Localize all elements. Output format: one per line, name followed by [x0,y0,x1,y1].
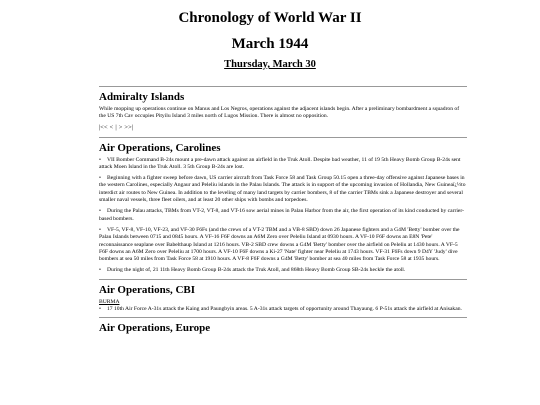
bullet-icon: • [99,267,101,274]
section-paragraph: While mopping up operations continue on Manus and Los Negros, operations against the adjacent islands begin. After a preliminary bombardment a squadron of the US 7th Cav occupies Pityilu Island 3 miles north of Lugos Mission. There is almost no opposition. [99,106,460,120]
section-list [99,157,467,275]
list-item [99,306,467,313]
nav-separator: | [115,123,117,131]
section-heading: Air Operations, Europe [99,322,211,335]
last-link[interactable]: >>| [124,123,133,131]
bullet-icon: • [99,156,101,163]
section-divider [99,317,467,318]
section-air-operations-carolines [99,137,467,275]
date-heading: Thursday, March 30 [224,59,316,70]
section-admiralty-islands [99,86,467,132]
bullet-icon: • [99,305,101,312]
bullet-icon: • [99,175,101,182]
section-divider [99,86,467,87]
list-item-text: Beginning with a fighter sweep before dawn, US carrier aircraft from Task Force 58 and Task Group 50.15 open a three-day offensive against Japanese bases in the western Carolines, especially Angaur and Peleliu islands in the Palau Islands. The attack is in support of the upcoming invasion of Hollandia, New Guineaï¿½to interdict air routes to New Guinea. In addition to the leveling of many land targets by carrier bombers, 8 of the carrier TBMs sink a Japanese destroyer and several smaller naval vessels, three fleet oilers, and at least 20 other ships with bombs and torpedoes. [99,175,466,204]
first-link[interactable]: |<< [99,123,108,131]
section-air-operations-cbi [99,279,467,313]
section-subheading: BURMA [99,298,120,305]
bullet-icon: • [99,208,101,215]
bullet-icon: • [99,226,101,233]
section-nav [99,124,467,132]
list-item [99,208,467,223]
list-item-text: VII Bomber Command B-24s mount a pre-dawn attack against an airfield in the Truk Atoll. Despite bad weather, 11 of 19 5th Heavy Bomb Group B-24s sent attack Moen Island in the Truk Atoll. 3 5th Group B-24s are lost. [99,156,461,170]
section-list [99,306,467,313]
list-item-text: During the night of, 21 11th Heavy Bomb Group B-24s attack the Truk Atoll, and 868th Heavy Bomb Group SB-24s heckle the atoll. [107,267,406,274]
section-divider [99,279,467,280]
section-air-operations-europe [99,317,467,335]
list-item [99,157,467,172]
list-item-text: During the Palau attacks, TBMs from VT-2, VT-8, and VT-16 sow aerial mines in Palau Harbor from the air, the first operation of its kind conducted by carrier-based bombers. [99,208,465,222]
list-item [99,175,467,204]
list-item [99,267,467,274]
section-divider [99,137,467,138]
section-heading: Air Operations, Carolines [99,141,221,154]
month-heading: March 1944 [231,36,309,52]
chronology-content [99,86,467,337]
list-item-text: VF-5, VF-8, VF-10, VF-23, and VF-30 F6Fs (and the crews of a VT-2 TBM and a VB-8 SBD) down 26 Japanese fighters and a G4M 'Betty' bomber over the Palau Islands between 0715 and 0845 hours. A VF-16 F6F downs an A6M Zero over Peleliu Island at 0930 hours. A VF-10 F6F downs an E8N 'Pete' reconnaissance seaplane over Babelthaup Island at 1216 hours. VB-2 SBD crew downs a G4M 'Betty' bomber over the airfield on Peleliu at 1430 hours. A VF-5 F6F downs an A6M Zero over Peleliu at 1700 hours. A VF-10 F6F downs a Ki-27 'Nate' fighter near Peleliu at 1743 hours. VF-31 F6Fs down 9 D4Y 'Judy' dive bombers at sea 50 miles from Task Force 58 at 1910 hours. A VF-8 F6F downs a G4M 'Betty' bomber at sea 40 miles from Task Force 58 at 1935 hours. [99,226,460,263]
list-item [99,227,467,263]
next-link[interactable]: > [118,123,123,131]
list-item-text: 17 10th Air Force A-31s attack the Kaing and Paungbyin areas. 5 A-31s attack targets of opportunity around Thayaung. 6 P-51s attack the airfield at Anisakan. [107,305,462,312]
page-title: Chronology of World War II [178,10,362,26]
section-heading: Air Operations, CBI [99,283,196,296]
section-heading: Admiralty Islands [99,91,185,103]
prev-link[interactable]: < [109,123,114,131]
